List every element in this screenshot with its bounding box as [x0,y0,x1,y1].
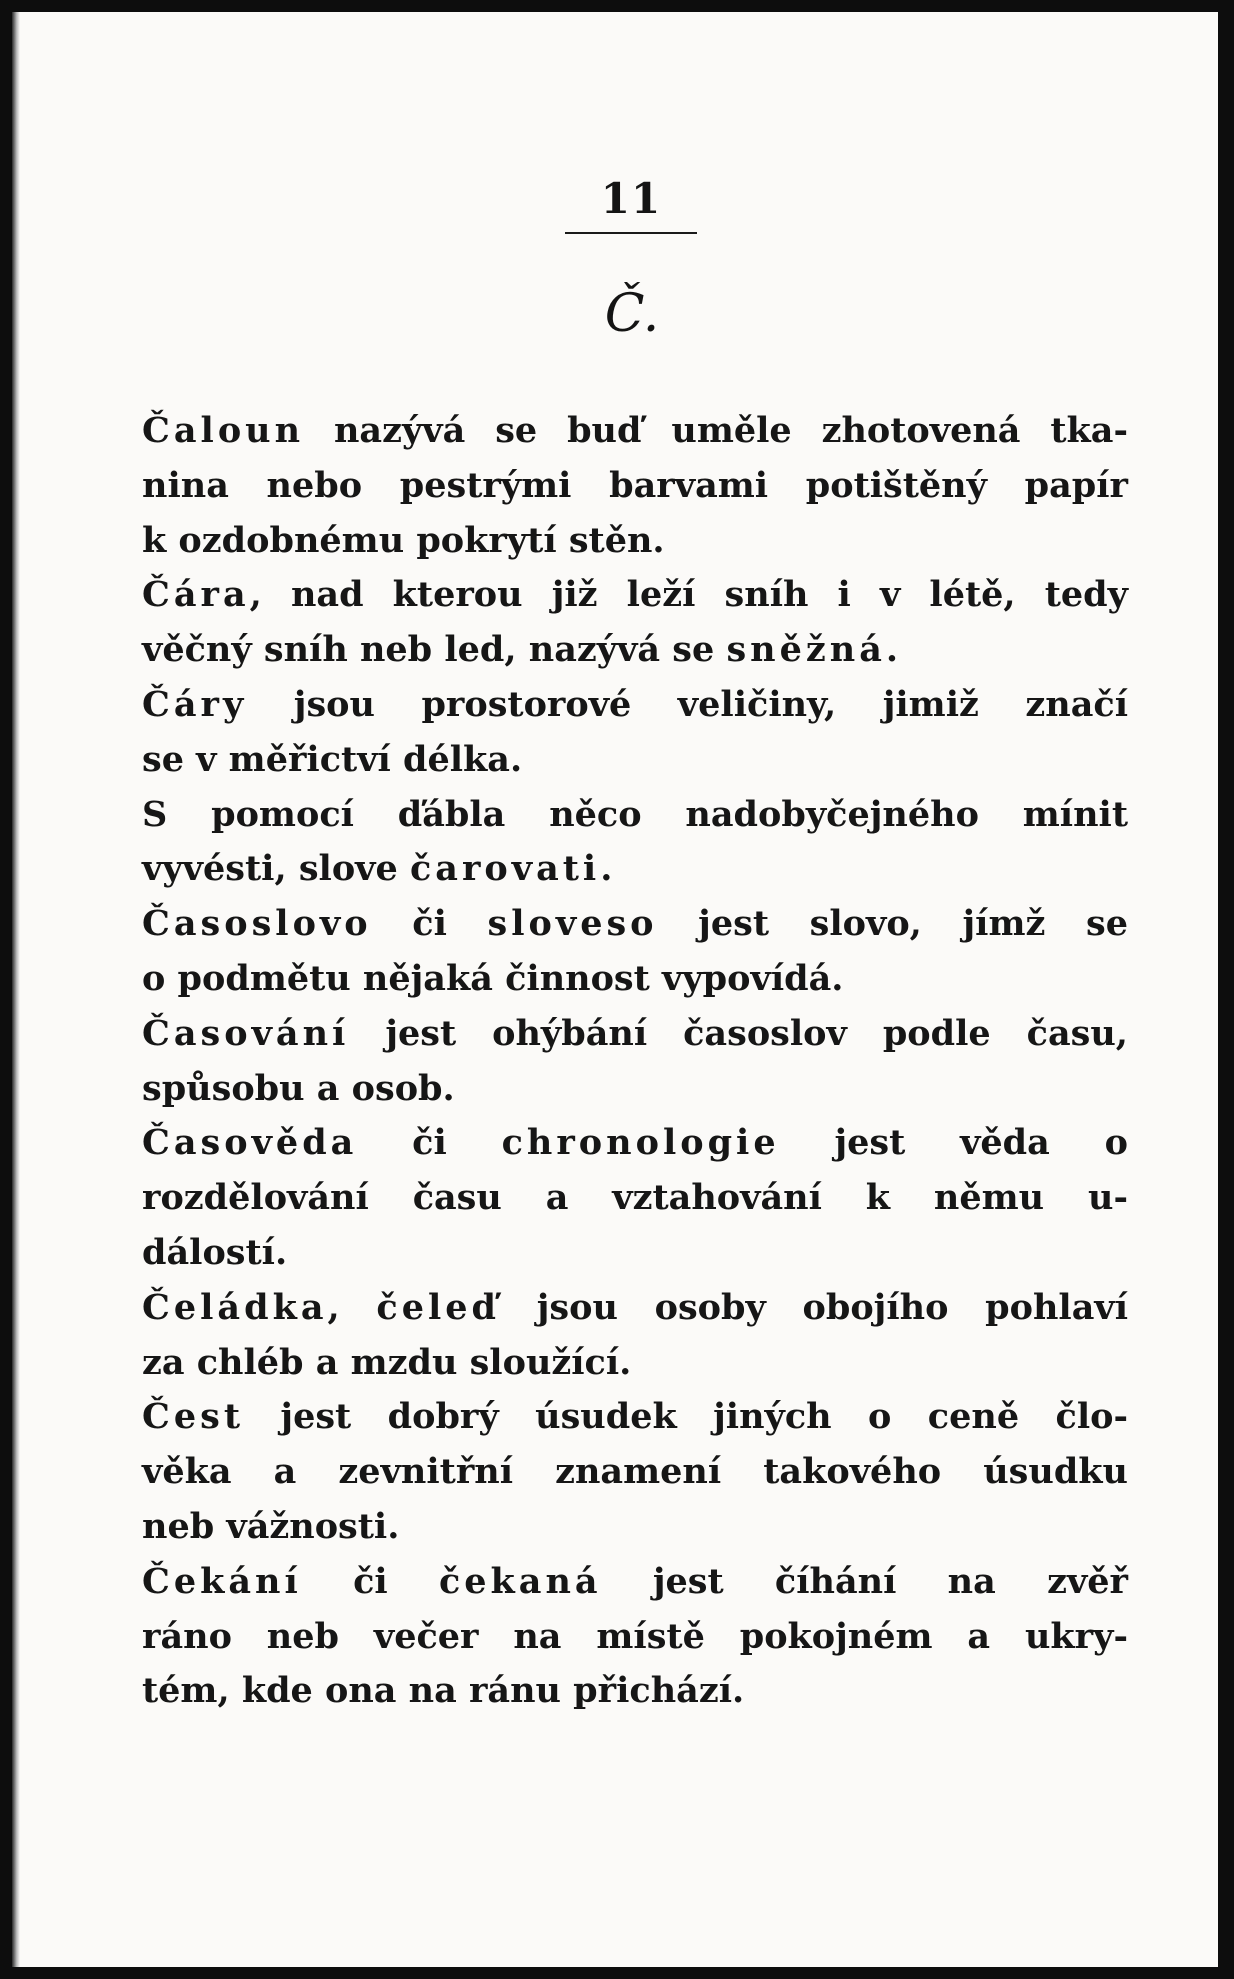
page-left-edge-shadow [12,12,20,1967]
entry-line [142,1390,1128,1445]
section-letter-heading: Č. [604,284,660,344]
dictionary-entry [142,1007,1128,1117]
entry-text: ráno neb večer na místě pokojném a ukry- [142,1615,1128,1657]
entry-text: vyvésti, slove [142,848,410,890]
headword: sněžná [726,629,886,671]
entry-line [142,404,1128,459]
entry-text: jest číhání na zvěř [601,1560,1128,1602]
headword: Časoslovo [142,903,372,945]
headword: Čáry [142,683,248,725]
entry-line [142,678,1128,733]
dictionary-entries [142,404,1128,1719]
entry-line [142,1500,1128,1555]
entry-text: se v měřictví délka. [142,738,523,780]
dictionary-entry [142,1281,1128,1391]
entry-line [142,1062,1128,1117]
headword: Čára [142,574,250,616]
entry-text: jsou osoby obojího pohlaví [500,1286,1129,1328]
headword: čarovati [409,848,601,890]
entry-line [142,1171,1128,1226]
entry-text: neb vážnosti. [142,1505,400,1547]
entry-line [142,1664,1128,1719]
entry-line [142,1116,1128,1171]
entry-text: dálostí. [142,1231,288,1273]
entry-line [142,1445,1128,1500]
headword: Čeládka [142,1286,328,1328]
entry-text: jest ohýbání časoslov podle času, [349,1012,1128,1054]
entry-text: . [600,848,613,890]
entry-line [142,952,1128,1007]
entry-text: za chléb a mzdu sloužící. [142,1341,632,1383]
entry-text: o podmětu nějaká činnost vypovídá. [142,957,844,999]
headword: Časování [142,1012,350,1054]
dictionary-entry [142,678,1128,788]
entry-text: nina nebo pestrými barvami potištěný papír [142,464,1128,506]
entry-text: . [885,629,899,671]
entry-text: věka a zevnitřní znamení takového úsudku [142,1451,1128,1493]
entry-text: , nad kterou již leží sníh i v létě, tedy [249,574,1128,616]
entry-text: tém, kde ona na ránu přichází. [142,1670,745,1712]
entry-line [142,1281,1129,1336]
headword: čeleď [376,1286,501,1328]
entry-text: nazývá se buď uměle zhotovená tka- [304,410,1128,451]
headword: Čest [142,1396,244,1438]
dictionary-entry [142,404,1128,568]
headword: Čekání [142,1560,302,1602]
entry-line [142,568,1128,623]
entry-text: rozdělování času a vztahování k němu u- [142,1177,1128,1219]
entry-line [142,1610,1128,1665]
entry-text: , [327,1286,377,1328]
entry-line [142,1007,1128,1062]
entry-text: k ozdobnému pokrytí stěn. [142,519,665,561]
entry-line [142,733,1128,788]
entry-line [142,459,1128,514]
page-number: 11 [600,174,662,223]
entry-line [142,842,1128,897]
entry-line [142,1226,1128,1281]
headword: chronologie [501,1122,780,1164]
entry-text: spůsobu a osob. [142,1067,455,1109]
entry-text: věčný sníh neb led, nazývá se [142,629,727,671]
entry-text: S pomocí ďábla něco nadobyčejného mínit [142,793,1128,835]
entry-text: či [357,1122,502,1164]
entry-text: jsou prostorové veličiny, jimiž značí [247,683,1128,725]
book-page [12,12,1218,1967]
entry-text: jest věda o [779,1122,1128,1164]
headword: sloveso [487,903,658,945]
entry-line [142,788,1128,843]
dictionary-entry [142,568,1128,678]
headword: Časověda [142,1122,358,1164]
entry-text: jest dobrý úsudek jiných o ceně člo- [244,1396,1128,1438]
entry-line [142,1555,1128,1610]
entry-text: či [301,1560,439,1602]
page-number-rule [565,232,697,234]
dictionary-entry [142,897,1128,1007]
dictionary-entry [142,1390,1128,1554]
headword: Čaloun [142,410,305,451]
entry-line [142,514,1128,569]
entry-line [142,1336,1128,1391]
headword: čekaná [438,1560,602,1602]
entry-text: jest slovo, jímž se [657,903,1128,945]
entry-text: či [371,903,488,945]
dictionary-entry [142,1555,1128,1719]
entry-line [142,623,1128,678]
dictionary-entry [142,1116,1128,1280]
entry-line [142,897,1128,952]
dictionary-entry [142,788,1128,898]
